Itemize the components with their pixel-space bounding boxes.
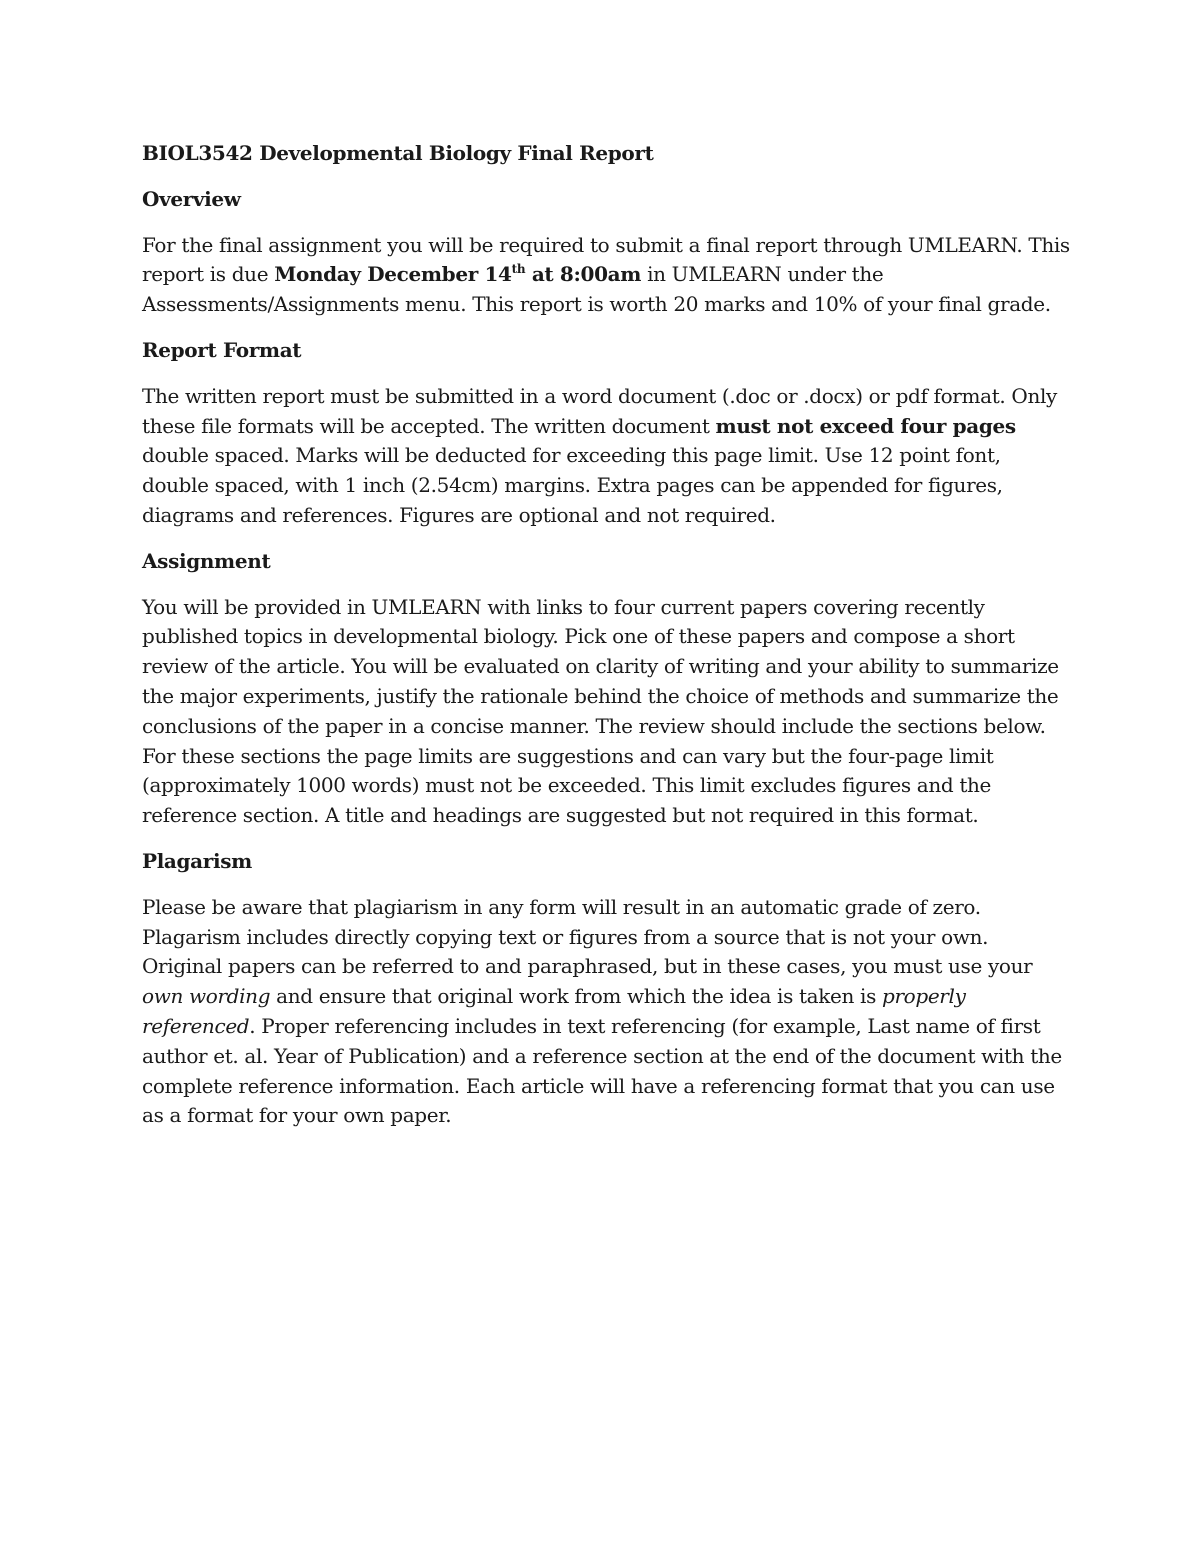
document-title: BIOL3542 Developmental Biology Final Report — [142, 141, 654, 165]
plagarism-heading: Plagarism — [142, 848, 252, 873]
due-date: Monday December 14 — [274, 262, 512, 287]
assignment-paragraph: You will be provided in UMLEARN with links to four current papers covering recently published topics in developmental biology. Pick one of these papers and compose a short review of the article. You will be evaluated on clarity of writing and your ability to summarize the major experiments, justify the rationale behind the choice of methods and summarize the conclusions of the paper in a concise manner. The review should include the sections below. For these sections the page limits are suggestions and can vary but the four-page limit (approximately 1000 words) must not be exceeded. This limit excludes figures and the reference section. A title and headings are suggested but not required in this format. — [142, 594, 1059, 828]
document-page — [142, 139, 1072, 1147]
own-wording-emphasis: own wording — [142, 984, 271, 1009]
plagarism-text: Please be aware that plagiarism in any form will result in an automatic grade of zero. Plagarism includes directly copying text or figures from a source that is not your own. Original papers can be referred to and paraphrased, but in these cases, you must use your — [142, 894, 1033, 979]
plagarism-paragraph — [142, 893, 1072, 1131]
due-time: at 8:00am — [525, 262, 642, 287]
report-format-paragraph — [142, 382, 1072, 531]
report-format-heading: Report Format — [142, 337, 302, 362]
page-limit-emphasis: must not exceed four pages — [715, 413, 1016, 438]
report-format-text: The written report must be submitted in a word document (.doc or .docx) or pdf format. Only these file formats will be accepted. The written document — [142, 383, 1057, 438]
overview-text: For the final assignment you will be required to submit a final report through UMLEARN. This report is due — [142, 232, 1070, 287]
overview-paragraph — [142, 231, 1072, 320]
assignment-heading: Assignment — [142, 548, 271, 573]
overview-heading: Overview — [142, 186, 241, 211]
plagarism-text-rest: . Proper referencing includes in text referencing (for example, Last name of first author et. al. Year of Publication) and a reference section at the end of the document with the complete reference information. Each article will have a referencing format that you can use as a format for your own paper. — [142, 1013, 1062, 1128]
overview-text-rest: in UMLEARN under the Assessments/Assignments menu. This report is worth 20 marks and 10% of your final grade. — [142, 262, 1051, 317]
plagarism-text-mid: and ensure that original work from which the idea is taken is — [270, 984, 883, 1009]
properly-referenced-emphasis: properly referenced — [142, 984, 966, 1038]
report-format-text-rest: double spaced. Marks will be deducted for exceeding this page limit. Use 12 point font, double spaced, with 1 inch (2.54cm) margins. Extra pages can be appended for figures, diagrams and references. Figures are optional and not required. — [142, 443, 1003, 527]
due-date-suffix: th — [511, 262, 526, 277]
